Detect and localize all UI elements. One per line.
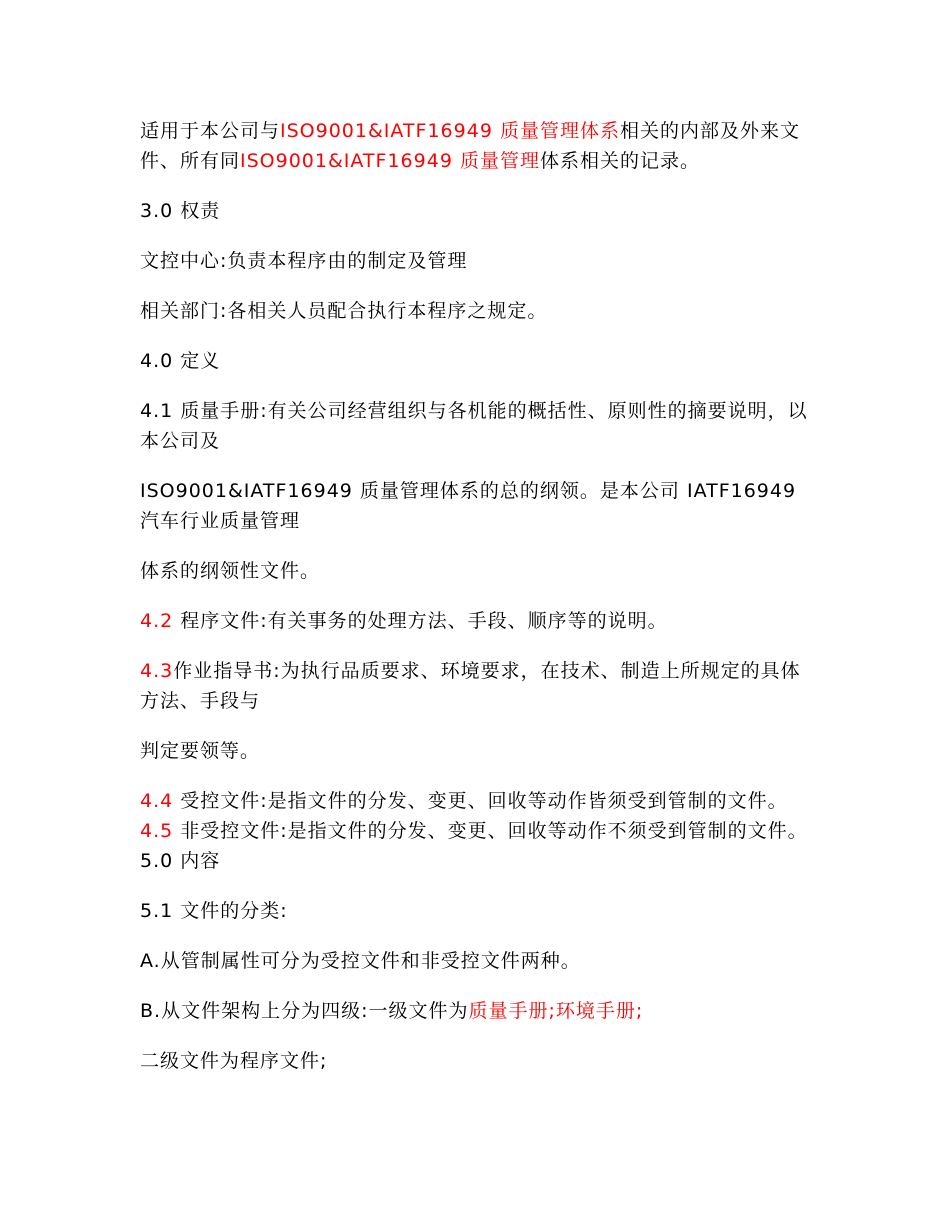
scope-paragraph (140, 116, 820, 176)
definition-work-instruction-end: 判定要领等。 (140, 740, 261, 762)
responsibility-departments: 相关部门:各相关人员配合执行本程序之规定。 (140, 300, 548, 322)
scope-highlight-1: ISO9001&IATF16949 质量管理体系 (280, 120, 620, 142)
definition-quality-manual-cont: ISO9001&IATF16949 质量管理体系的总的纲领。是本公司 IATF16949 汽车行业质量管理 (140, 480, 797, 532)
definition-controlled-documents (140, 786, 820, 876)
classification-architecture (140, 996, 820, 1026)
definition-text: 非受控文件:是指文件的分发、变更、回收等动作不须受到管制的文件。 5.0 内容 (140, 820, 808, 872)
scope-text-1: 适用于本公司与 (140, 120, 281, 142)
definition-quality-manual-end: 体系的纲领性文件。 (140, 560, 321, 582)
scope-text-3: 体系相关的记录。 (539, 150, 700, 172)
definition-text: 作业指导书:为执行品质要求、环境要求，在技术、制造上所规定的具体方法、手段与 (140, 660, 801, 712)
definition-procedure (140, 606, 820, 636)
definition-quality-manual: 4.1 质量手册:有关公司经营组织与各机能的概括性、原则性的摘要说明，以本公司及 (140, 400, 808, 452)
scope-highlight-2: ISO9001&IATF16949 质量管理 (240, 150, 540, 172)
classification-control-attribute: A.从管制属性可分为受控文件和非受控文件两种。 (140, 950, 581, 972)
classification-highlight: 质量手册;环境手册; (468, 1000, 644, 1022)
definition-number: 4.3 (140, 660, 174, 682)
section-heading-classification: 5.1 文件的分类: (140, 900, 288, 922)
section-heading-responsibility: 3.0 权责 (140, 200, 221, 222)
responsibility-doc-center: 文控中心:负责本程序由的制定及管理 (140, 250, 468, 272)
definition-work-instruction (140, 656, 820, 716)
section-heading-definitions: 4.0 定义 (140, 350, 221, 372)
definition-text: 受控文件:是指文件的分发、变更、回收等动作皆须受到管制的文件。 (173, 790, 788, 812)
classification-text: B.从文件架构上分为四级:一级文件为 (140, 1000, 469, 1022)
classification-level-two: 二级文件为程序文件; (140, 1050, 328, 1072)
definition-number: 4.5 (140, 820, 174, 842)
scope-text-2: 相关的内部及外来文件、所有同 (140, 120, 800, 172)
definition-number: 4.2 (140, 610, 174, 632)
definition-number: 4.4 (140, 790, 174, 812)
definition-text: 程序文件:有关事务的处理方法、手段、顺序等的说明。 (173, 610, 668, 632)
